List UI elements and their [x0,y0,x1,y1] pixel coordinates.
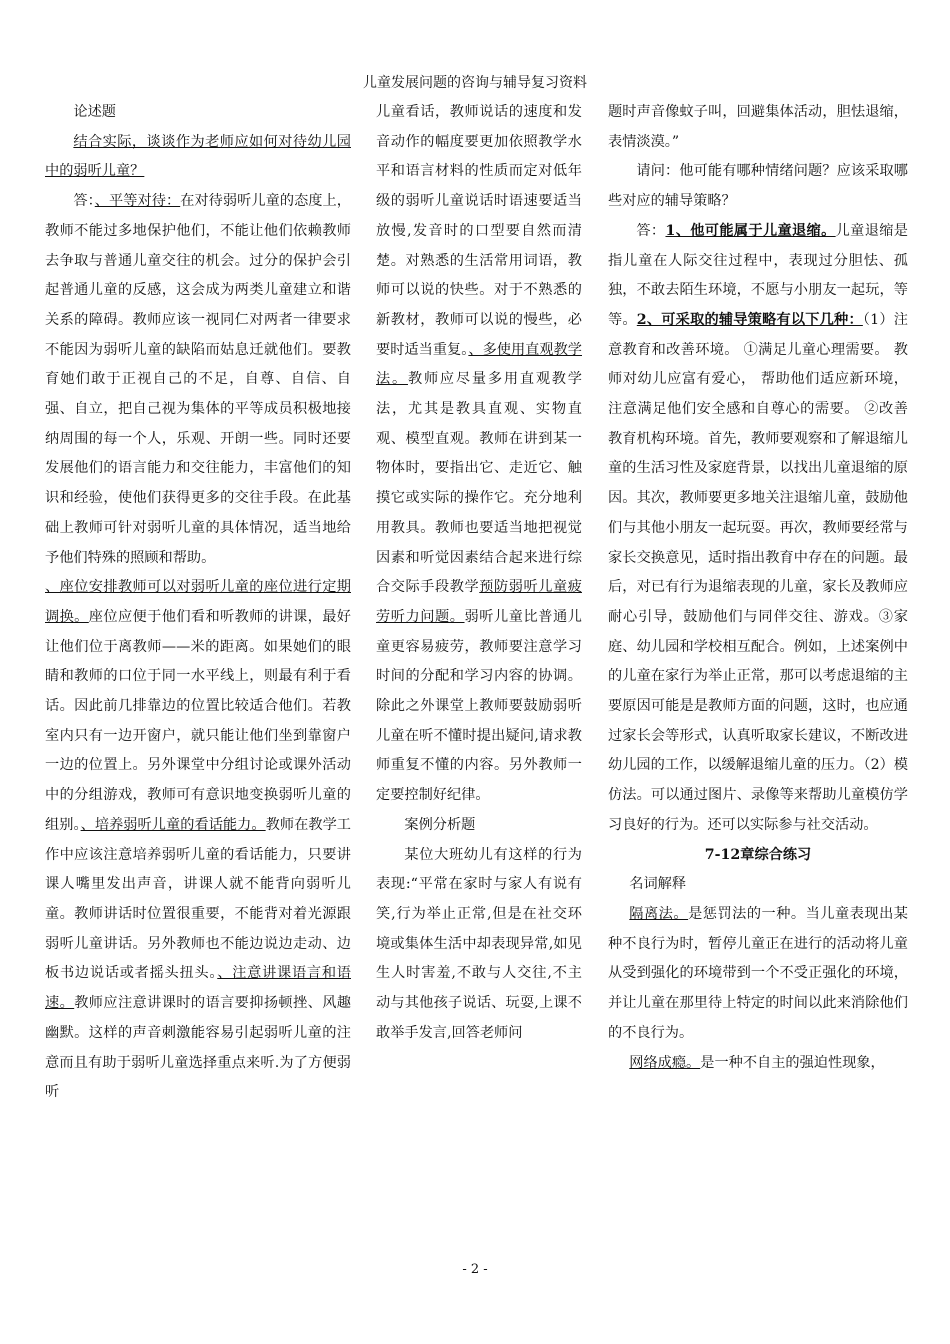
term-title-isolation: 隔离法。 [629,905,689,922]
point-text-1: 在对待弱听儿童的态度上，教师不能过多地保护他们，不能让他们依赖教师去争取与普通儿童交往的机会。过分的保护会引起普通儿童的反感，这会成为两类儿童建立和谐关系的障碍。教师应该一视同仁对两者一律要求不能因为弱听儿童的缺陷而姑息迁就他们。要教育她们敢于正视自己的不足，自尊、自信、自强、自立，把自己视为集体的平等成员积极地接纳周围的每一个人，乐观、开朗一些。同时还要发展他们的语言能力和交往能力，丰富他们的知识和经验，使他们获得更多的交往手段。在此基础上教师可针对弱听儿童的具体情况，适当地给予他们特殊的照顾和帮助。 [45,193,351,566]
case-question: 请问：他可能有哪种情绪问题？应该采取哪些对应的辅导策略？ [608,163,908,210]
point-text-5: 教师应尽量多用直观教学法，尤其是教具直观、实物直观、模型直观。教师在讲到某一物体时，要指出它、走近它、触摸它或实际的操作它。充分地利用教具。教师也要适当地把视觉因素和听觉因素结合起来进行综合交际手段教学 [376,371,582,596]
point-title-2: 、座位安排教师可以对弱听儿童的座位进行定期调换。 [45,579,351,625]
page-title: 儿童发展问题的咨询与辅导复习资料 [363,75,587,91]
section-heading-case: 案例分析题 [404,816,476,833]
term-definition-internet-addiction [608,1049,908,1079]
section-heading-essay: 论述题 [73,104,116,120]
point-text-2: 座位应便于他们看和听教师的讲课，最好让他们位于离教师——米的距离。如果她们的眼睛和教师的口位于同一水平线上，则最有利于看话。因此前几排靠边的位置比较适合他们。若教室内只有一边开窗户，就只能让他们坐到靠窗户一边的位置上。另外课堂中分组讨论或课外活动中的分组游戏，教师可有意识地变换弱听儿童的组别。 [45,608,351,833]
point-text-6: 弱听儿童比普通儿童更容易疲劳，教师要注意学习时间的分配和学习内容的协调。除此之外课堂上教师要鼓励弱听儿童在听不懂时提出疑问,请求教师重复不懂的内容。另外教师一定要控制好纪律。 [376,608,582,804]
case-answer [608,217,908,841]
page-number: - 2 - [462,1262,488,1277]
answer-paragraph-continued [376,98,582,811]
column-middle [376,98,582,1049]
point-title-4: 、注意讲课语言和语速。 [45,965,351,1012]
case-description-continued: 题时声音像蚊子叫，回避集体活动，胆怯退缩，表情淡漠。” [608,104,908,150]
term-title-internet-addiction: 网络成瘾。 [629,1054,701,1071]
case-description: 某位大班幼儿有这样的行为表现:“平常在家时与家人有说有笑,行为举止正常,但是在社交环境或集体生活中却表现异常,如见生人时害羞,不敢与人交往,不主动与其他孩子说话、玩耍,上课不敢举手发言,回答老师问 [376,846,582,1041]
term-text-internet-addiction: 是一种不自主的强迫性现象， [700,1054,885,1071]
essay-question: 结合实际，谈谈作为老师应如何对待幼儿园中的弱听儿童？ [45,133,351,180]
point-text-4-continued: 儿童看话，教师说话的速度和发音动作的幅度要更加依照教学水平和语言材料的性质而定对低年级的弱听儿童说话时语速要适当放慢,发音时的口型要自然而清楚。对熟悉的生活常用词语，教师可以说的快些。对于不熟悉的新教材，教师可以说的慢些，必要时适当重复。 [376,104,582,358]
point-title-6: 预防弱听儿童疲劳听力问题。 [376,579,582,625]
answer-paragraph-2 [45,573,351,1108]
column-left [45,98,351,1108]
answer-label: 答： [73,193,95,210]
point-text-4: 教师应注意讲课时的语言要抑扬顿挫、风趣幽默。这样的声音刺激能容易引起弱听儿童的注意而且有助于弱听儿童选择重点来听.为了方便弱听 [45,995,351,1101]
point-title-3: 、培养弱听儿童的看话能力。 [80,816,266,833]
case-answer-text-1: 儿童退缩是指儿童在人际交往过程中，表现过分胆怯、孤独，不敢去陌生环境，不愿与小朋友一起玩，等等。 [608,222,908,328]
section-heading-terms: 名词解释 [629,876,687,893]
case-answer-title-1: 1、他可能属于儿童退缩。 [665,222,836,239]
section-heading-chapters: 7-12章综合练习 [704,846,812,863]
case-answer-title-2: 2、可采取的辅导策略有以下几种： [636,311,863,328]
case-answer-label: 答： [636,222,666,239]
case-answer-text-2: （1）注意教育和改善环境。 ①满足儿童心理需要。 教师对幼儿应富有爱心， 帮助他们适应新环境， 注意满足他们安全感和自尊心的需要。 ②改善教育机构环境。首先，教师要观察和了解退缩儿童的生活习性及家庭背景，以找出儿童退缩的原因。其次，教师要更多地关注退缩儿童，鼓励他们与其他小朋友一起玩耍。再次，教师要经常与家长交换意见，适时指出教育中存在的问题。最后，对已有行为退缩表现的儿童，家长及教师应耐心引导，鼓励他们与同伴交往、游戏。③家庭、幼儿园和学校相互配合。例如，上述案例中的儿童在家行为举止正常，那可以考虑退缩的主要原因可能是是教师方面的问题，这时，也应通过家长会等形式，认真听取家长建议，不断改进幼儿园的工作，以缓解退缩儿童的压力。（2）模仿法。可以通过图片、录像等来帮助儿童模仿学习良好的行为。还可以实际参与社交活动。 [608,311,908,833]
term-text-isolation: 是惩罚法的一种。当儿童表现出某种不良行为时，暂停儿童正在进行的活动将儿童从受到强化的环境带到一个不受正强化的环境，并让儿童在那里待上特定的时间以此来消除他们的不良行为。 [608,905,908,1041]
point-title-1: 、平等对待： [94,193,181,210]
point-title-5: 、多使用直观教学法。 [376,341,582,388]
point-text-3: 教师在教学工作中应该注意培养弱听儿童的看话能力，只要讲课人嘴里发出声音，讲课人就不能背向弱听儿童。教师讲话时位置很重要，不能背对着光源跟弱听儿童讲话。另外教师也不能边说边走动、边板书边说话或者摇头扭头。 [45,816,351,982]
term-definition-isolation [608,900,908,1049]
answer-paragraph-1 [45,187,351,573]
column-right [608,98,908,1078]
